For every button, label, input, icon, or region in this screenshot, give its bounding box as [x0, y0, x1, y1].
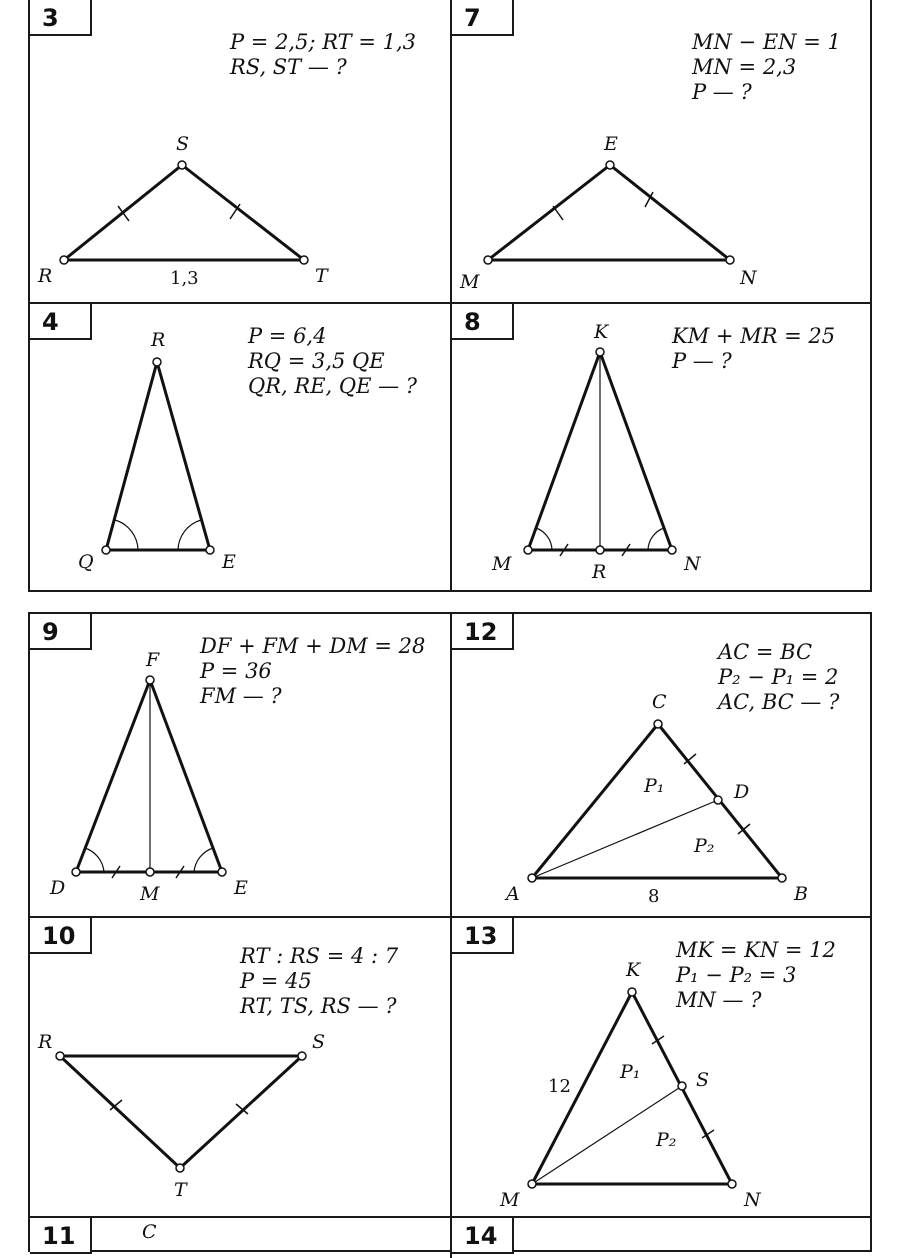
vertex-label-m: M: [140, 883, 160, 905]
problem-number: 9: [30, 614, 92, 650]
vertex-label-q: Q: [78, 551, 94, 573]
side-length-label: 1,3: [170, 268, 199, 289]
perimeter-label-p2: P₂: [694, 835, 715, 857]
triangle-abc-figure: [452, 614, 872, 918]
problem-11-cell: [30, 1218, 452, 1258]
vertex-label-c: C: [142, 1221, 157, 1243]
problem-number: 10: [30, 918, 92, 954]
vertex-label-c: C: [652, 691, 667, 713]
vertex-label-r: R: [38, 1031, 53, 1053]
problem-4-cell: [30, 304, 452, 592]
vertex-label-n: N: [684, 553, 701, 575]
triangle-dfe-figure: [30, 614, 452, 918]
triangle-qre-figure: [30, 304, 452, 592]
vertex-label-e: E: [222, 551, 236, 573]
vertex-label-f: F: [146, 649, 160, 671]
given-line: P = 2,5; RT = 1,3: [230, 30, 417, 54]
vertex-label-m: M: [460, 271, 480, 293]
problem-number: 4: [30, 304, 92, 340]
problem-10-cell: [30, 918, 452, 1218]
given-line: P₂ − P₁ = 2: [718, 665, 839, 689]
given-line: RT : RS = 4 : 7: [240, 944, 399, 968]
top-problem-block: [28, 0, 872, 592]
vertex-label-a: A: [506, 883, 520, 905]
problem-12-cell: [452, 614, 872, 918]
vertex-label-k: K: [626, 959, 641, 981]
perimeter-label-p1: P₁: [644, 775, 665, 797]
side-length-label: 8: [648, 886, 660, 907]
problem-number: 11: [30, 1218, 92, 1254]
problem-number: 8: [452, 304, 514, 340]
vertex-label-s: S: [696, 1069, 710, 1091]
given-line: KM + MR = 25: [672, 324, 836, 348]
triangle-kmn-figure: [452, 304, 872, 592]
vertex-label-n: N: [740, 267, 757, 289]
problem-number: 7: [452, 0, 514, 36]
bottom-problem-block: [28, 612, 872, 1252]
given-line: RQ = 3,5 QE: [248, 349, 385, 373]
given-line: P₁ − P₂ = 3: [676, 963, 797, 987]
given-line: P — ?: [692, 80, 752, 104]
vertex-label-m: M: [492, 553, 512, 575]
vertex-label-n: N: [744, 1189, 761, 1211]
given-line: QR, RE, QE — ?: [248, 374, 418, 398]
problem-number: 14: [452, 1218, 514, 1254]
problem-3-cell: [30, 0, 452, 304]
given-line: DF + FM + DM = 28: [200, 634, 426, 658]
vertex-label-e: E: [604, 133, 618, 155]
given-line: MK = KN = 12: [676, 938, 836, 962]
side-length-label: 12: [548, 1076, 571, 1097]
given-line: AC = BC: [718, 640, 813, 664]
problem-number: 12: [452, 614, 514, 650]
vertex-label-e: E: [234, 877, 248, 899]
vertex-label-m: M: [500, 1189, 520, 1211]
vertex-label-r: R: [38, 265, 53, 287]
given-line: MN = 2,3: [692, 55, 797, 79]
problem-number: 3: [30, 0, 92, 36]
triangle-rst-inverted-figure: [30, 918, 452, 1218]
given-line: RT, TS, RS — ?: [240, 994, 397, 1018]
given-line: MN − EN = 1: [692, 30, 841, 54]
given-line: RS, ST — ?: [230, 55, 347, 79]
given-line: FM — ?: [200, 684, 282, 708]
perimeter-label-p1: P₁: [620, 1061, 641, 1083]
given-line: P — ?: [672, 349, 732, 373]
given-line: P = 36: [200, 659, 272, 683]
vertex-label-d: D: [50, 877, 66, 899]
problem-9-cell: [30, 614, 452, 918]
vertex-label-d: D: [734, 781, 750, 803]
problem-13-cell: [452, 918, 872, 1218]
problem-7-cell: [452, 0, 872, 304]
vertex-label-b: B: [794, 883, 808, 905]
problem-14-cell: [452, 1218, 872, 1258]
vertex-label-r: R: [151, 329, 166, 351]
vertex-label-t: T: [315, 265, 328, 287]
triangle-men-figure: [452, 0, 872, 304]
problem-number: 13: [452, 918, 514, 954]
problem-11-figure: [30, 1218, 452, 1258]
given-line: P = 45: [240, 969, 312, 993]
vertex-label-s: S: [176, 133, 190, 155]
vertex-label-r: R: [592, 561, 607, 583]
given-line: P = 6,4: [248, 324, 327, 348]
vertex-label-t: T: [174, 1179, 187, 1201]
vertex-label-k: K: [594, 321, 609, 343]
triangle-kmn-median-figure: [452, 918, 872, 1218]
given-line: AC, BC — ?: [718, 690, 840, 714]
triangle-rst-figure: [30, 0, 452, 304]
perimeter-label-p2: P₂: [656, 1129, 677, 1151]
problem-8-cell: [452, 304, 872, 592]
vertex-label-s: S: [312, 1031, 326, 1053]
given-line: MN — ?: [676, 988, 762, 1012]
